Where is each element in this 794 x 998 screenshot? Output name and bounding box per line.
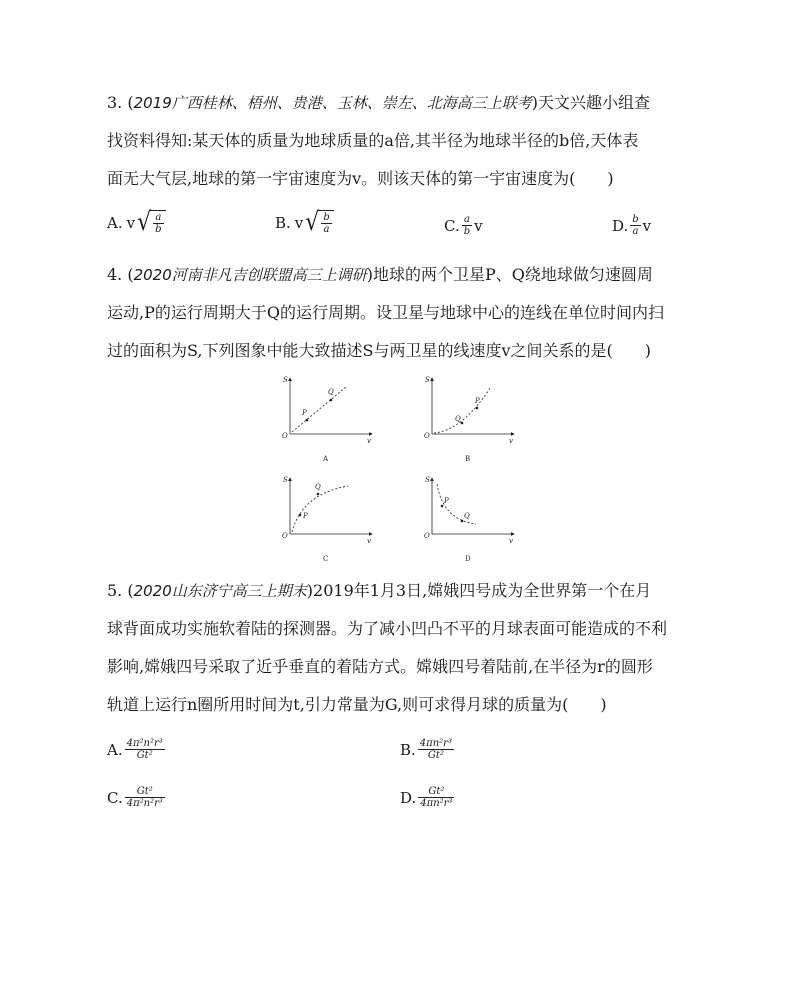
q5-line-1	[107, 581, 651, 601]
q4-source: 2020河南非凡吉创联盟高三上调研	[133, 266, 367, 284]
option-letter: B.	[400, 740, 416, 759]
frac-den: b	[155, 224, 162, 235]
option-letter: A.	[107, 740, 123, 759]
y-axis-label: S	[425, 476, 430, 484]
q3-line-3: 面无大气层,地球的第一宇宙速度为v。则该天体的第一宇宙速度为( )	[107, 169, 614, 188]
q3-text-1: )天文兴趣小组查	[531, 93, 651, 112]
origin-label: O	[424, 432, 430, 440]
q5-number: 5. (	[107, 581, 134, 600]
q5-option-c	[107, 786, 167, 809]
frac-num: 4πn²r³	[419, 738, 452, 749]
frac-den: Gt²	[427, 750, 444, 761]
q4-text-1: )地球的两个卫星P、Q绕地球做匀速圆周	[366, 265, 653, 284]
frac-num: b	[632, 214, 639, 225]
graph-a	[276, 372, 376, 467]
option-letter: D.	[612, 216, 629, 235]
option-letter: B.	[275, 214, 291, 232]
q3-option-c	[444, 214, 483, 237]
q5-source: 2020山东济宁高三上期末	[133, 582, 307, 600]
q5-option-d	[400, 786, 456, 809]
q5-line-3: 影响,嫦娥四号采取了近乎垂直的着陆方式。嫦娥四号着陆前,在半径为r的圆形	[107, 657, 653, 676]
option-letter: C.	[107, 788, 123, 807]
frac-den: a	[632, 226, 639, 237]
option-letter: D.	[400, 788, 417, 807]
frac-den: b	[463, 226, 471, 237]
point-p-label: P	[303, 512, 308, 520]
q4-line-3: 过的面积为S,下列图象中能大致描述S与两卫星的线速度v之间关系的是( )	[107, 341, 651, 360]
point-q-label: Q	[328, 388, 334, 396]
frac-den: 4π²n²r³	[126, 798, 163, 809]
frac-num: 4π²n²r³	[126, 738, 163, 749]
frac-den: 4πn²r³	[420, 798, 453, 809]
q3-source: 2019广西桂林、梧州、贵港、玉林、崇左、北海高三上联考	[133, 94, 532, 112]
q5-option-a	[107, 738, 167, 761]
y-axis-label: S	[425, 376, 430, 384]
q3-option-b	[275, 210, 334, 236]
point-p-label: P	[475, 397, 480, 405]
frac-den: Gt²	[136, 750, 153, 761]
point-p-label: P	[444, 497, 449, 505]
graph-b	[418, 372, 518, 467]
graph-c	[276, 472, 376, 567]
option-post: v	[474, 216, 483, 235]
q4-line-1	[107, 265, 653, 285]
point-p-label: P	[302, 409, 307, 417]
graph-caption: C	[323, 555, 329, 563]
point-q-label: Q	[455, 415, 461, 423]
origin-label: O	[282, 532, 288, 540]
graph-caption: A	[323, 455, 329, 463]
option-letter: C.	[444, 216, 460, 235]
q3-line-2: 找资料得知:某天体的质量为地球质量的a倍,其半径为地球半径的b倍,天体表	[107, 131, 639, 150]
q5-option-b	[400, 738, 456, 761]
x-axis-label: v	[367, 537, 371, 545]
origin-label: O	[424, 532, 430, 540]
graph-d	[418, 472, 518, 567]
option-pre: v	[294, 214, 304, 232]
sqrt-sign: √ $\frac{b}{a}$	[305, 210, 333, 236]
q4-number: 4. (	[107, 265, 134, 284]
y-axis-label: S	[283, 476, 288, 484]
q3-option-a	[107, 210, 166, 236]
option-post: v	[642, 216, 652, 235]
y-axis-label: S	[283, 376, 288, 384]
x-axis-label: v	[509, 537, 513, 545]
frac-num: Gt²	[136, 786, 153, 797]
point-q-label: Q	[315, 483, 321, 491]
frac-num: a	[463, 214, 470, 225]
frac-den: a	[323, 224, 330, 235]
frac-num: Gt²	[428, 786, 445, 797]
graph-caption: B	[465, 455, 471, 463]
q3-line-1	[107, 93, 650, 113]
sqrt-sign: √ $\frac{a}{b}$	[137, 210, 165, 236]
q4-line-2: 运动,P的运行周期大于Q的运行周期。设卫星与地球中心的连线在单位时间内扫	[107, 303, 664, 322]
q5-text-1: )2019年1月3日,嫦娥四号成为全世界第一个在月	[306, 581, 652, 600]
graph-caption: D	[465, 555, 471, 563]
frac-num: b	[323, 212, 330, 223]
option-letter: A.	[107, 214, 123, 232]
x-axis-label: v	[509, 437, 513, 445]
q3-option-d	[612, 214, 651, 237]
point-q-label: Q	[464, 512, 470, 520]
frac-num: a	[155, 212, 162, 223]
option-pre: v	[126, 214, 136, 232]
q5-line-2: 球背面成功实施软着陆的探测器。为了减小凹凸不平的月球表面可能造成的不利	[107, 619, 668, 638]
q3-number: 3. (	[107, 93, 134, 112]
origin-label: O	[282, 432, 288, 440]
q5-line-4: 轨道上运行n圈所用时间为t,引力常量为G,则可求得月球的质量为( )	[107, 695, 607, 714]
x-axis-label: v	[367, 437, 371, 445]
